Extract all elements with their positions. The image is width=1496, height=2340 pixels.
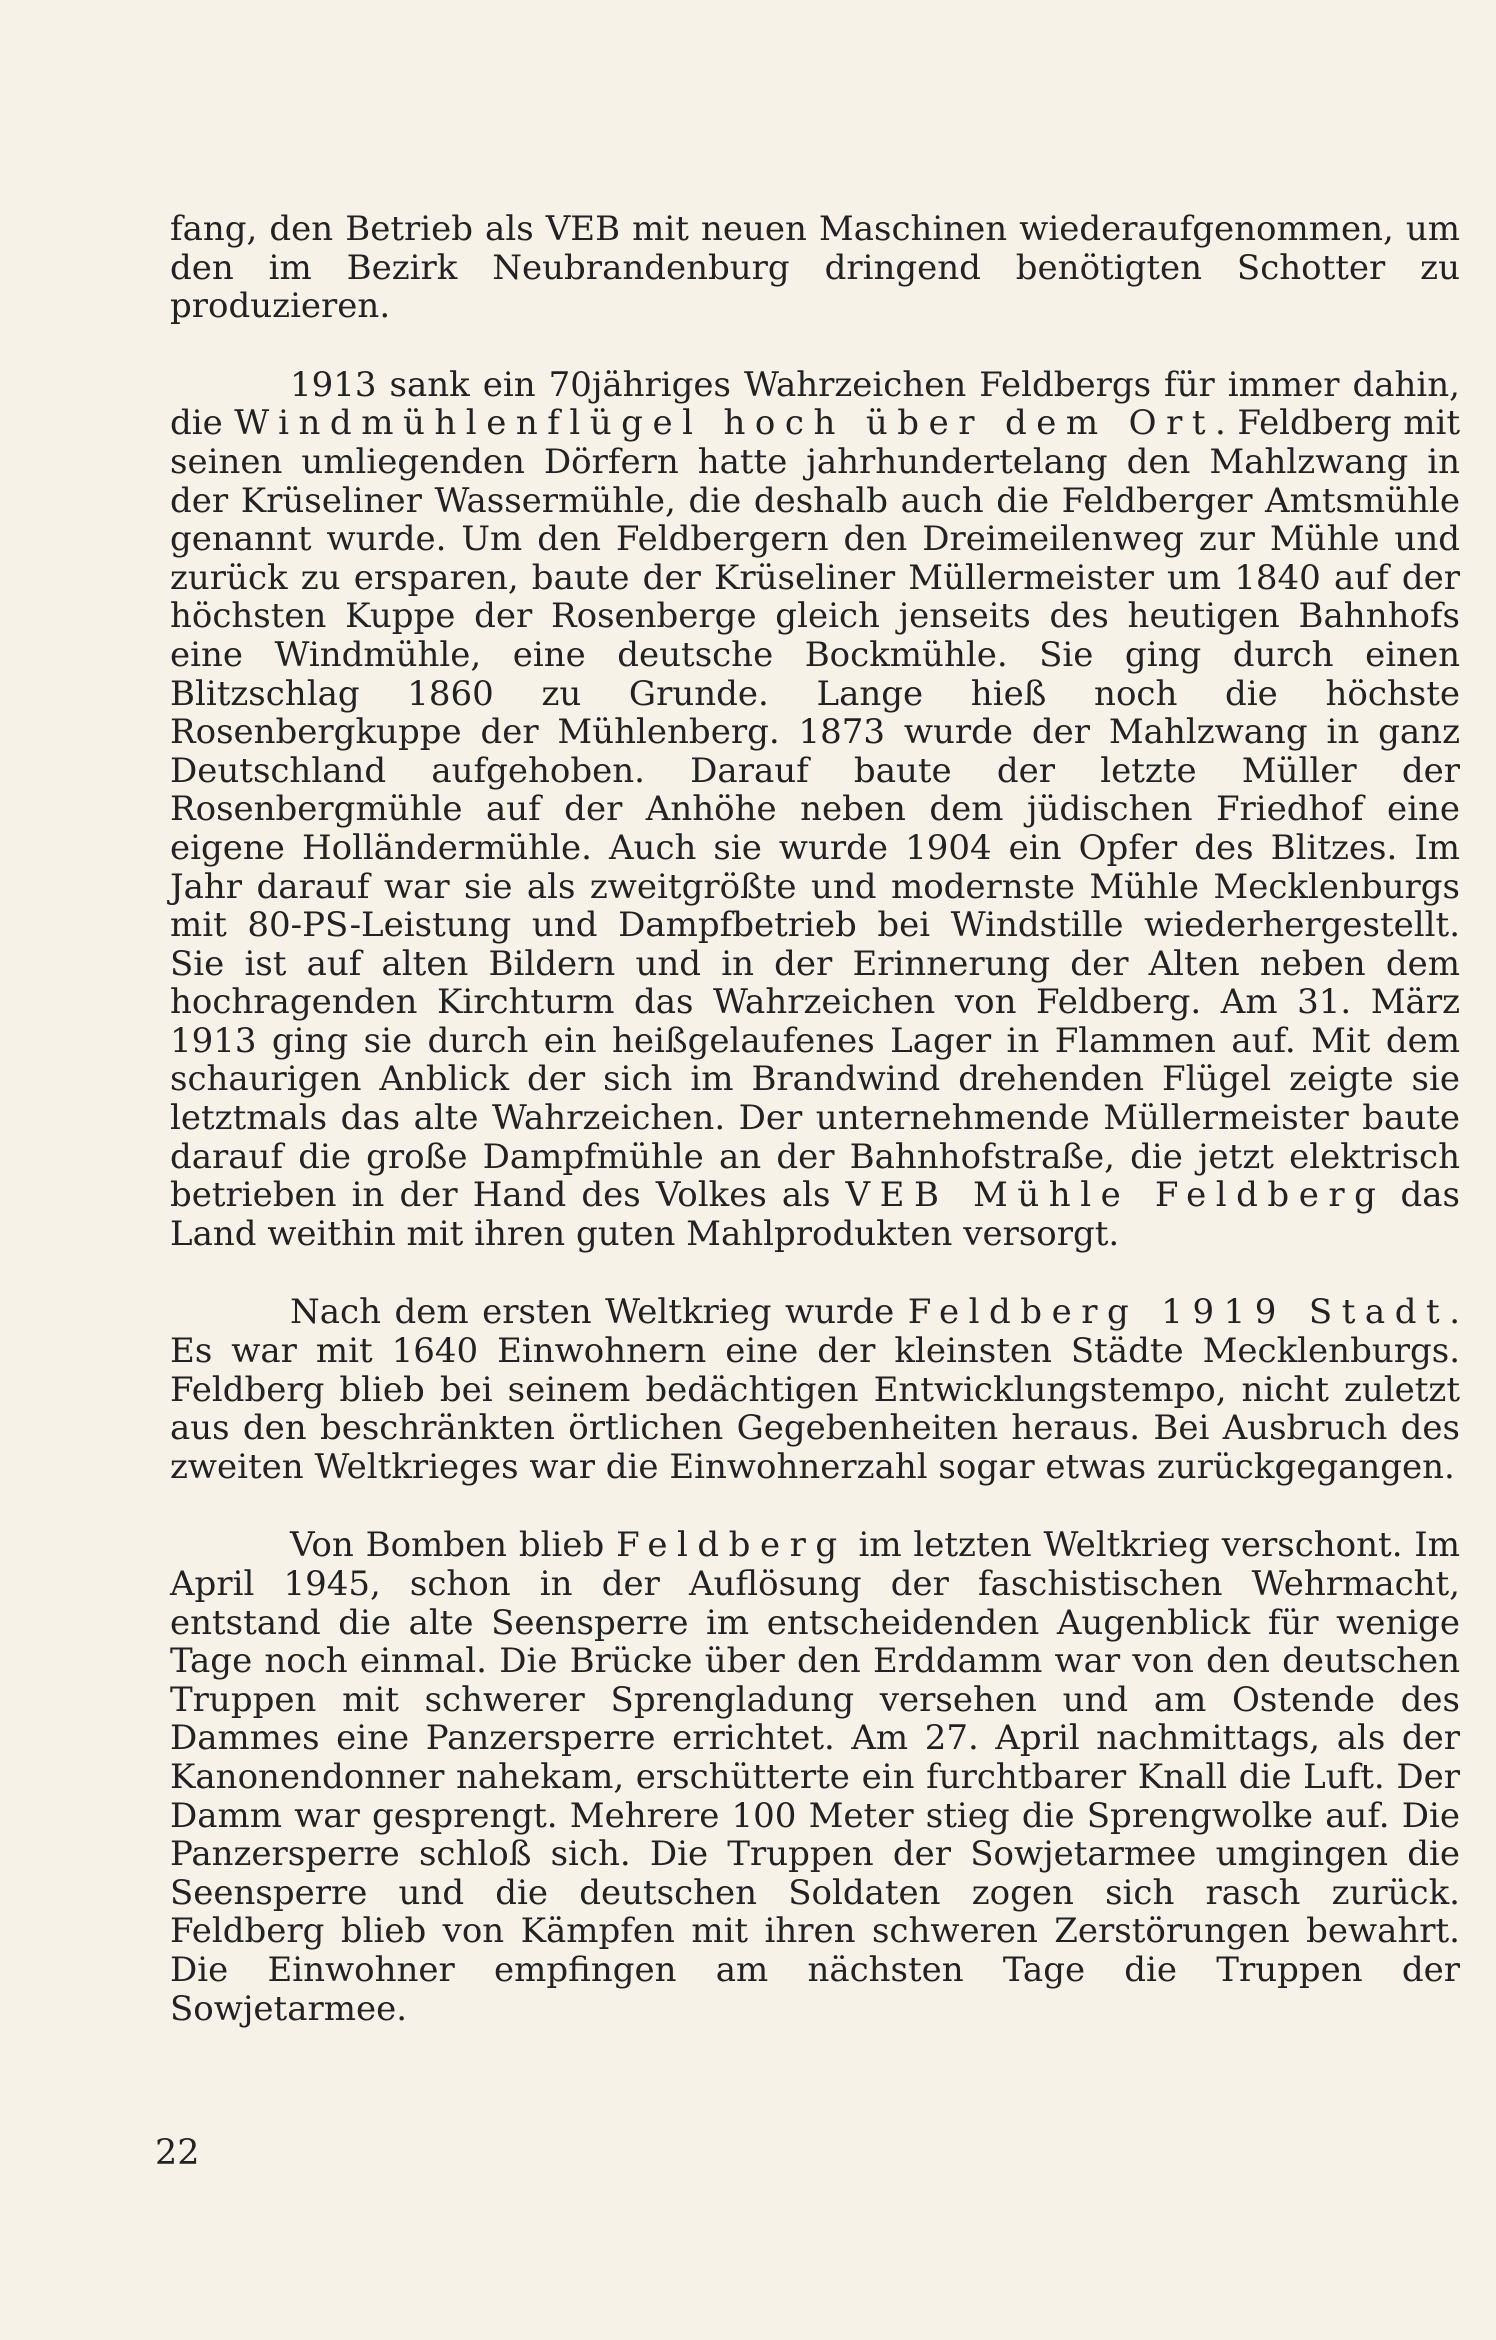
paragraph-2-text-c: das Land weithin mit ihren guten Mahlprodukten versorgt. xyxy=(170,1175,1460,1254)
page-number: 22 xyxy=(155,2133,200,2173)
paragraph-1-text: fang, den Betrieb als VEB mit neuen Maschinen wiederaufgenommen, um den im Bezirk Neubrandenburg dringend benötigten Schotter zu produzieren. xyxy=(170,209,1460,327)
paragraph-gap xyxy=(170,326,1460,366)
paragraph-2 xyxy=(170,366,1460,1254)
paragraph-4-text-a: Von Bomben blieb xyxy=(290,1525,617,1566)
paragraph-1 xyxy=(170,210,1460,326)
paragraph-2-text-a: 1913 sank ein 70jähriges Wahrzeichen Feldbergs für immer dahin, die xyxy=(170,364,1460,444)
emphasis-feldberg: Feldberg xyxy=(616,1525,847,1566)
paragraph-3-text-a: Nach dem ersten Weltkrieg wurde xyxy=(290,1292,908,1333)
body-text xyxy=(170,210,1460,2028)
paragraph-4 xyxy=(170,1526,1460,2028)
emphasis-windmill-wings: Windmühlenflügel hoch über dem Ort xyxy=(234,403,1216,444)
paragraph-4-text-b: im letzten Weltkrieg verschont. Im April 1945, schon in der Auflösung der faschistischen Wehrmacht, entstand die alte Seensperre im entscheidenden Augenblick für wenige Tage noch einmal. Die Brücke über den Erddamm war von den deutschen Truppen mit schwerer Sprengladung versehen und am Ostende des Dammes eine Panzersperre errichtet. Am 27. April nachmittags, als der Kanonendonner nahekam, erschütterte ein furchtbarer Knall die Luft. Der Damm war gesprengt. Mehrere 100 Meter stieg die Sprengwolke auf. Die Panzersperre schloß sich. Die Truppen der Sowjetarmee umgingen die Seensperre und die deutschen Soldaten zogen sich rasch zurück. Feldberg blieb von Kämpfen mit ihren schweren Zerstörungen bewahrt. Die Einwohner empfingen am nächsten Tage die Truppen der Sowjetarmee. xyxy=(170,1525,1460,2029)
paragraph-gap xyxy=(170,1486,1460,1526)
paragraph-gap xyxy=(170,1253,1460,1293)
paragraph-3-text-b: . Es war mit 1640 Einwohnern eine der kleinsten Städte Mecklenburgs. Feldberg blieb bei seinem bedächtigen Entwicklungstempo, nicht zuletzt aus den beschränkten örtlichen Gegebenheiten heraus. Bei Ausbruch des zweiten Weltkrieges war die Einwohnerzahl sogar etwas zurückgegangen. xyxy=(170,1292,1460,1487)
emphasis-feldberg-stadt: Feldberg 1919 Stadt xyxy=(907,1292,1450,1333)
emphasis-veb-muehle: VEB Mühle Feldberg xyxy=(845,1175,1386,1216)
paragraph-3 xyxy=(170,1293,1460,1486)
paragraph-2-text-b: . Feldberg mit seinen umliegenden Dörfern hatte jahrhundertelang den Mahlzwang in der Krüseliner Wassermühle, die deshalb auch die Feldberger Amtsmühle genannt wurde. Um den Feldbergern den Dreimeilenweg zur Mühle und zurück zu ersparen, baute der Krüseliner Müllermeister um 1840 auf der höchsten Kuppe der Rosenberge gleich jenseits des heutigen Bahnhofs eine Windmühle, eine deutsche Bockmühle. Sie ging durch einen Blitzschlag 1860 zu Grunde. Lange hieß noch die höchste Rosenbergkuppe der Mühlenberg. 1873 wurde der Mahlzwang in ganz Deutschland aufgehoben. Darauf baute der letzte Müller der Rosenbergmühle auf der Anhöhe neben dem jüdischen Friedhof eine eigene Holländermühle. Auch sie wurde 1904 ein Opfer des Blitzes. Im Jahr darauf war sie als zweitgrößte und modernste Mühle Mecklenburgs mit 80-PS-Leistung und Dampfbetrieb bei Windstille wiederhergestellt. Sie ist auf alten Bildern und in der Erinnerung der Alten neben dem hochragenden Kirchturm das Wahrzeichen von Feldberg. Am 31. März 1913 ging sie durch ein heißgelaufenes Lager in Flammen auf. Mit dem schaurigen Anblick der sich im Brandwind drehenden Flügel zeigte sie letztmals das alte Wahrzeichen. Der unternehmende Müllermeister baute darauf die große Dampfmühle an der Bahnhofstraße, die jetzt elektrisch betrieben in der Hand des Volkes als xyxy=(170,403,1460,1216)
